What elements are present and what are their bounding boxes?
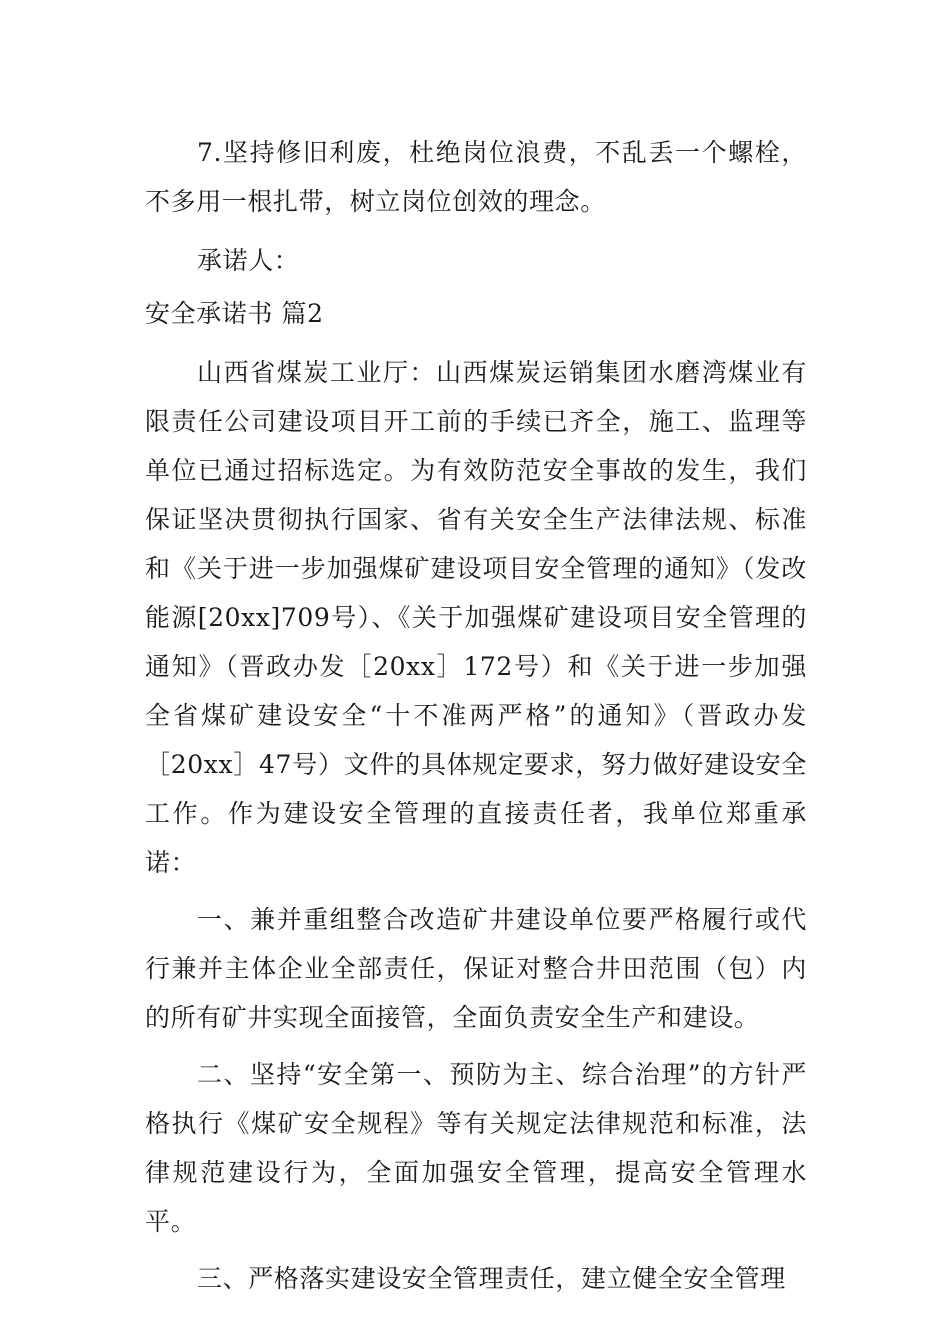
- paragraph-commitment-2: 二、坚持“安全第一、预防为主、综合治理”的方针严格执行《煤矿安全规程》等有关规定法律规范和标准，法律规范建设行为，全面加强安全管理，提高安全管理水平。: [145, 1060, 807, 1236]
- paragraph-intro: 山西省煤炭工业厅：山西煤炭运销集团水磨湾煤业有限责任公司建设项目开工前的手续已齐全，施工、监理等单位已通过招标选定。为有效防范安全事故的发生，我们保证坚决贯彻执行国家、省有关安全生产法律法规、标准和《关于进一步加强煤矿建设项目安全管理的通知》（发改能源[20xx]709号）、《关于加强煤矿建设项目安全管理的通知》（晋政办发［20xx］172号）和《关于进一步加强全省煤矿建设安全“十不准两严格”的通知》（晋政办发［20xx］47号）文件的具体规定要求，努力做好建设安全工作。作为建设安全管理的直接责任者，我单位郑重承诺：: [145, 358, 807, 877]
- signature-line: 承诺人：: [197, 246, 300, 275]
- paragraph-commitment-3: 三、严格落实建设安全管理责任，建立健全安全管理: [197, 1264, 786, 1293]
- paragraph-commitment-1: 一、兼并重组整合改造矿井建设单位要严格履行或代行兼并主体企业全部责任，保证对整合井田范围（包）内的所有矿井实现全面接管，全面负责安全生产和建设。: [145, 905, 807, 1032]
- section-heading: 安全承诺书 篇2: [145, 299, 324, 328]
- paragraph-item-7: 7.坚持修旧利废，杜绝岗位浪费，不乱丢一个螺栓，不多用一根扎带，树立岗位创效的理念。: [145, 138, 807, 216]
- document-body: [145, 128, 807, 1303]
